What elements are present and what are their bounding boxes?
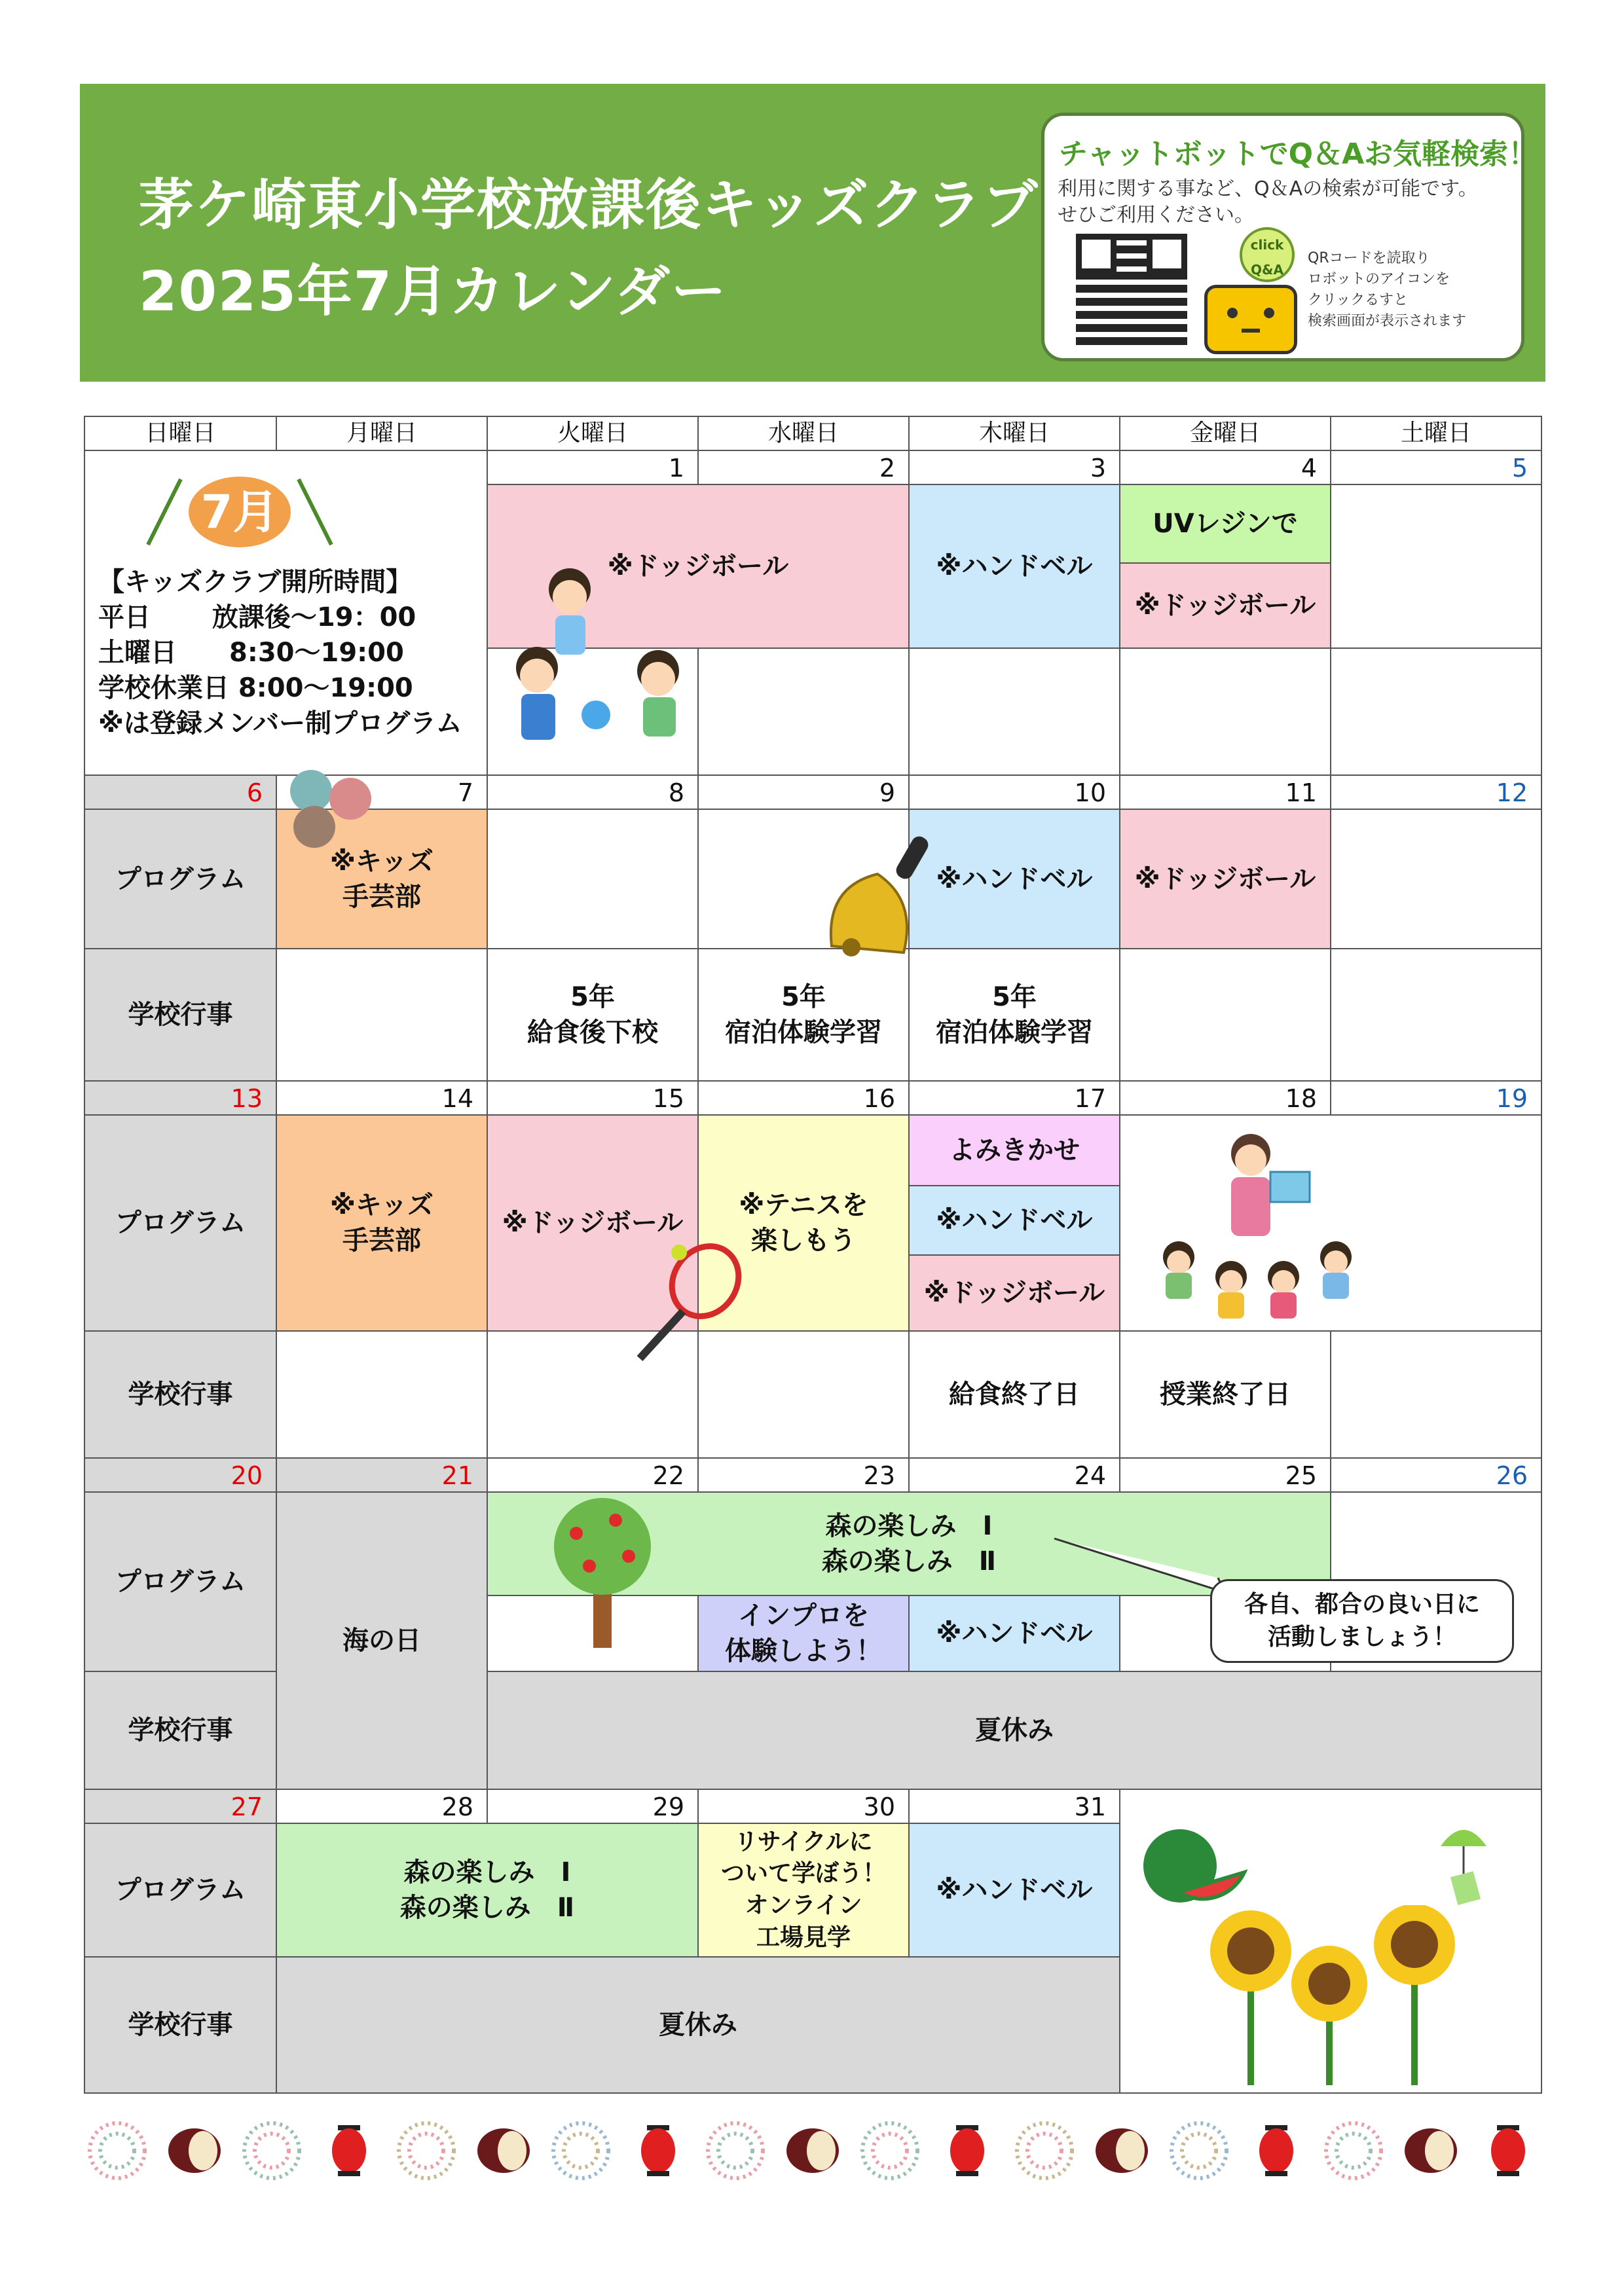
program-handbell-3: ※ハンドベル <box>908 484 1120 649</box>
chatbot-panel <box>1041 113 1538 361</box>
program-improv-23: インプロを 体験しよう！ <box>697 1595 910 1672</box>
date-21: 21 <box>276 1457 488 1493</box>
lantern-icon <box>1477 2120 1539 2181</box>
school-empty-19 <box>1330 1330 1542 1459</box>
date-26: 26 <box>1330 1457 1542 1493</box>
taiko-drum-icon <box>164 2120 225 2181</box>
row-label-program: プログラム <box>84 1491 277 1672</box>
program-forest-28-29: 森の楽しみ Ⅰ 森の楽しみ Ⅱ <box>276 1823 699 1958</box>
date-30: 30 <box>697 1789 910 1824</box>
school-summer-break-28-31: 夏休み <box>276 1956 1120 2094</box>
weekday-sun: 日曜日 <box>84 416 277 451</box>
school-empty-2 <box>697 647 910 776</box>
date-25: 25 <box>1119 1457 1331 1493</box>
school-empty-4 <box>1119 647 1331 776</box>
sunflower-icon <box>1198 1905 1486 2088</box>
date-12: 12 <box>1330 774 1542 810</box>
hours-school-holiday: 学校休業日 8:00～19:00 <box>98 673 413 703</box>
date-31: 31 <box>908 1789 1120 1824</box>
date-10: 10 <box>908 774 1120 810</box>
program-storytime-17: よみきかせ <box>908 1114 1120 1186</box>
row-label-program: プログラム <box>84 809 277 949</box>
date-28: 28 <box>276 1789 488 1824</box>
school-event-8: 5年 給食後下校 <box>487 948 699 1082</box>
fireworks-icon <box>241 2120 303 2181</box>
yarn-icon <box>282 765 380 850</box>
click-qa-icon[interactable]: click Q&A <box>1240 227 1295 282</box>
chatbot-note-4: 検索画面が表示されます <box>1308 313 1467 329</box>
apple-tree-icon <box>544 1494 661 1651</box>
fireworks-icon <box>1014 2120 1075 2181</box>
tennis-racket-icon <box>632 1241 750 1365</box>
hours-weekday: 平日 放課後～19：00 <box>98 602 416 632</box>
program-dodgeball-11: ※ドッジボール <box>1119 809 1331 949</box>
program-empty-12 <box>1330 809 1542 949</box>
robot-icon[interactable] <box>1204 285 1297 354</box>
program-handbell-31: ※ハンドベル <box>908 1823 1120 1958</box>
date-22: 22 <box>487 1457 699 1493</box>
program-empty-8 <box>487 809 699 949</box>
date-14: 14 <box>276 1080 488 1116</box>
page-title: 茅ケ崎東小学校放課後キッズクラブ <box>139 173 1039 237</box>
row-label-program: プログラム <box>84 1823 277 1958</box>
program-handicraft-14: ※キッズ 手芸部 <box>276 1114 488 1332</box>
date-16: 16 <box>697 1080 910 1116</box>
school-event-9: 5年 宿泊体験学習 <box>697 948 910 1082</box>
program-handbell-17: ※ハンドベル <box>908 1185 1120 1256</box>
wind-chime-icon <box>1428 1813 1500 1905</box>
weekday-fri: 金曜日 <box>1119 416 1331 451</box>
date-15: 15 <box>487 1080 699 1116</box>
date-11: 11 <box>1119 774 1331 810</box>
chatbot-text-1: 利用に関する事など、Q＆Aの検索が可能です。 <box>1058 177 1478 200</box>
july-sign-icon <box>141 473 338 551</box>
date-23: 23 <box>697 1457 910 1493</box>
program-dodgeball-4: ※ドッジボール <box>1119 562 1331 649</box>
chatbot-note-1: QRコードを読取り <box>1308 250 1430 266</box>
school-empty-5 <box>1330 647 1542 776</box>
header-banner <box>80 84 1545 382</box>
program-recycling-30: リサイクルに ついて学ぼう！ オンライン 工場見学 <box>697 1823 910 1958</box>
fireworks-icon <box>705 2120 766 2181</box>
program-tennis-16: ※テニスを 楽しもう <box>697 1114 910 1332</box>
bell-icon <box>805 828 943 969</box>
lantern-icon <box>318 2120 380 2181</box>
program-empty-5 <box>1330 484 1542 649</box>
program-dodgeball-17: ※ドッジボール <box>908 1254 1120 1332</box>
date-5: 5 <box>1330 450 1542 485</box>
lantern-icon <box>627 2120 689 2181</box>
date-19: 19 <box>1330 1080 1542 1116</box>
qr-code-icon[interactable] <box>1076 234 1187 345</box>
weekday-thu: 木曜日 <box>908 416 1120 451</box>
date-9: 9 <box>697 774 910 810</box>
row-label-school: 学校行事 <box>84 1330 277 1459</box>
school-empty-11 <box>1119 948 1331 1082</box>
chatbot-title: チャットボットでQ＆Aお気軽検索！ <box>1059 137 1538 171</box>
speech-bubble: 各自、都合の良い日に 活動しましょう！ <box>1210 1579 1514 1663</box>
chatbot-text-2: せひご利用ください。 <box>1058 204 1254 227</box>
date-3: 3 <box>908 450 1120 485</box>
page-subtitle: 2025年7月カレンダー <box>139 259 728 323</box>
row-label-school: 学校行事 <box>84 1671 277 1790</box>
kids-dodgeball-icon <box>498 563 720 766</box>
taiko-drum-icon <box>1400 2120 1462 2181</box>
fireworks-icon <box>396 2120 457 2181</box>
fireworks-icon <box>1323 2120 1384 2181</box>
school-empty-12 <box>1330 948 1542 1082</box>
watermelon-icon <box>1139 1820 1251 1918</box>
date-24: 24 <box>908 1457 1120 1493</box>
date-20: 20 <box>84 1457 277 1493</box>
date-27: 27 <box>84 1789 277 1824</box>
date-6: 6 <box>84 774 277 810</box>
storytime-icon <box>1139 1126 1375 1329</box>
taiko-drum-icon <box>1091 2120 1153 2181</box>
school-event-17: 給食終了日 <box>908 1330 1120 1459</box>
program-handbell-24: ※ハンドベル <box>908 1595 1120 1672</box>
program-dodgeball-15: ※ドッジボール <box>487 1114 699 1332</box>
opening-hours <box>98 564 462 741</box>
school-empty-14 <box>276 1330 488 1459</box>
weekday-wed: 水曜日 <box>697 416 910 451</box>
lantern-icon <box>1246 2120 1307 2181</box>
program-uv-resin-4: UVレジンで <box>1119 484 1331 564</box>
weekday-sat: 土曜日 <box>1330 416 1542 451</box>
member-note: ※は登録メンバー制プログラム <box>98 708 462 738</box>
svg-text:7月: 7月 <box>200 485 279 539</box>
chatbot-note-2: ロボットのアイコンを <box>1308 271 1450 287</box>
taiko-drum-icon <box>473 2120 534 2181</box>
date-18: 18 <box>1119 1080 1331 1116</box>
holiday-marine-day: 海の日 <box>276 1491 488 1790</box>
row-label-school: 学校行事 <box>84 1956 277 2094</box>
date-7: 7 <box>276 774 488 810</box>
hours-saturday: 土曜日 8:30～19:00 <box>98 638 404 668</box>
date-2: 2 <box>697 450 910 485</box>
date-13: 13 <box>84 1080 277 1116</box>
taiko-drum-icon <box>782 2120 843 2181</box>
school-event-10: 5年 宿泊体験学習 <box>908 948 1120 1082</box>
date-1: 1 <box>487 450 699 485</box>
fireworks-icon <box>859 2120 921 2181</box>
school-summer-break-22-26: 夏休み <box>487 1671 1542 1790</box>
program-dodgeball-1-2: ※ドッジボール <box>487 484 910 649</box>
date-8: 8 <box>487 774 699 810</box>
school-empty-3 <box>908 647 1120 776</box>
program-handicraft-7: ※キッズ 手芸部 <box>276 809 488 949</box>
row-label-school: 学校行事 <box>84 948 277 1082</box>
weekday-tue: 火曜日 <box>487 416 699 451</box>
school-event-18: 授業終了日 <box>1119 1330 1331 1459</box>
chatbot-note-3: クリックるすと <box>1308 292 1409 308</box>
fireworks-icon <box>86 2120 148 2181</box>
school-empty-7 <box>276 948 488 1082</box>
date-17: 17 <box>908 1080 1120 1116</box>
program-forest-22-25: 森の楽しみ Ⅰ 森の楽しみ Ⅱ <box>487 1491 1331 1596</box>
program-handbell-10: ※ハンドベル <box>908 809 1120 949</box>
date-4: 4 <box>1119 450 1331 485</box>
date-29: 29 <box>487 1789 699 1824</box>
weekday-mon: 月曜日 <box>276 416 488 451</box>
lantern-icon <box>936 2120 998 2181</box>
speech-bubble-tail <box>1048 1532 1231 1611</box>
fireworks-icon <box>550 2120 612 2181</box>
row-label-program: プログラム <box>84 1114 277 1332</box>
decoration-border <box>86 2120 1553 2192</box>
fireworks-icon <box>1168 2120 1230 2181</box>
hours-title: 【キッズクラブ開所時間】 <box>98 567 413 597</box>
